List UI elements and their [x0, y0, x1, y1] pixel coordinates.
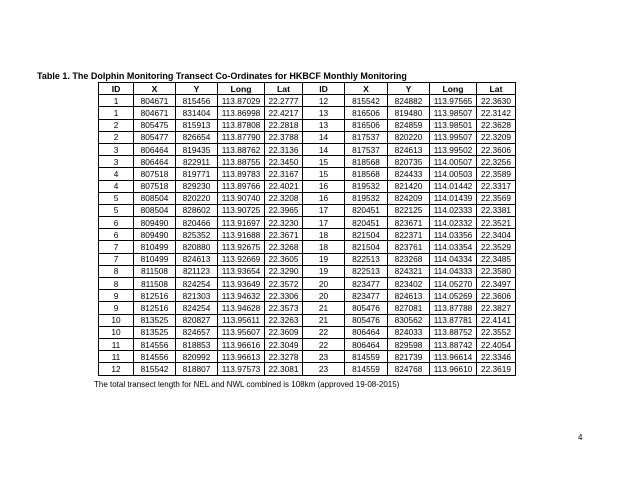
cell-x-right: 823477	[345, 290, 388, 302]
cell-x-right: 819532	[345, 180, 388, 192]
cell-lat-right: 22.3404	[477, 229, 516, 241]
cell-id: 9	[99, 290, 134, 302]
cell-lat-right: 22.3256	[477, 156, 516, 168]
cell-y-right: 824768	[388, 363, 430, 375]
cell-y-right: 830562	[388, 314, 430, 326]
cell-id-right: 15	[303, 156, 345, 168]
cell-lat: 22.3167	[265, 168, 303, 180]
cell-y: 821123	[176, 265, 218, 277]
cell-lat: 22.3278	[265, 351, 303, 363]
cell-lat-right: 22.3209	[477, 131, 516, 143]
cell-lat-right: 22.3317	[477, 180, 516, 192]
cell-lat-right: 22.3630	[477, 95, 516, 107]
cell-x: 812516	[134, 290, 176, 302]
cell-long: 113.86998	[218, 107, 265, 119]
cell-long: 113.88762	[218, 143, 265, 155]
cell-y: 820880	[176, 241, 218, 253]
cell-y-right: 823402	[388, 278, 430, 290]
cell-y-right: 824859	[388, 119, 430, 131]
cell-id-right: 13	[303, 107, 345, 119]
table-row	[99, 131, 516, 143]
cell-lat: 22.4217	[265, 107, 303, 119]
column-header-y-right: Y	[388, 83, 430, 95]
cell-id-right: 21	[303, 314, 345, 326]
table-row	[99, 217, 516, 229]
cell-y: 824613	[176, 253, 218, 265]
cell-x-right: 816506	[345, 107, 388, 119]
cell-id-right: 17	[303, 217, 345, 229]
cell-y: 821303	[176, 290, 218, 302]
cell-long: 113.87029	[218, 95, 265, 107]
cell-id: 4	[99, 180, 134, 192]
cell-long-right: 113.96614	[430, 351, 477, 363]
cell-long: 113.90725	[218, 204, 265, 216]
cell-y-right: 829598	[388, 338, 430, 350]
cell-long: 113.95611	[218, 314, 265, 326]
cell-x-right: 805476	[345, 314, 388, 326]
cell-id: 1	[99, 107, 134, 119]
cell-id: 8	[99, 265, 134, 277]
cell-x-right: 818568	[345, 168, 388, 180]
cell-y: 826654	[176, 131, 218, 143]
cell-id-right: 20	[303, 278, 345, 290]
cell-x: 806464	[134, 156, 176, 168]
table-row	[99, 168, 516, 180]
cell-y: 829230	[176, 180, 218, 192]
cell-lat-right: 22.3619	[477, 363, 516, 375]
cell-y-right: 822371	[388, 229, 430, 241]
table-row	[99, 265, 516, 277]
cell-lat: 22.3268	[265, 241, 303, 253]
table-row	[99, 338, 516, 350]
cell-x-right: 823477	[345, 278, 388, 290]
cell-lat: 22.3788	[265, 131, 303, 143]
cell-long: 113.90740	[218, 192, 265, 204]
cell-y: 824254	[176, 278, 218, 290]
table-row	[99, 143, 516, 155]
cell-x-right: 821504	[345, 241, 388, 253]
cell-y-right: 823761	[388, 241, 430, 253]
cell-y: 824657	[176, 326, 218, 338]
cell-id-right: 22	[303, 338, 345, 350]
cell-y-right: 822125	[388, 204, 430, 216]
table-row	[99, 95, 516, 107]
cell-id: 8	[99, 278, 134, 290]
cell-id: 3	[99, 143, 134, 155]
cell-y-right: 820220	[388, 131, 430, 143]
cell-x-right: 816506	[345, 119, 388, 131]
cell-x: 807518	[134, 180, 176, 192]
cell-id-right: 16	[303, 192, 345, 204]
table-row	[99, 204, 516, 216]
cell-y: 820466	[176, 217, 218, 229]
cell-y-right: 821739	[388, 351, 430, 363]
cell-id-right: 23	[303, 363, 345, 375]
cell-id-right: 16	[303, 180, 345, 192]
table-row	[99, 326, 516, 338]
cell-x-right: 822513	[345, 265, 388, 277]
cell-x-right: 819532	[345, 192, 388, 204]
cell-y: 815913	[176, 119, 218, 131]
table-row	[99, 290, 516, 302]
table-row	[99, 119, 516, 131]
cell-x: 813525	[134, 314, 176, 326]
cell-y-right: 824613	[388, 143, 430, 155]
cell-x-right: 805476	[345, 302, 388, 314]
table-row	[99, 314, 516, 326]
cell-id-right: 15	[303, 168, 345, 180]
cell-lat: 22.3306	[265, 290, 303, 302]
cell-id-right: 14	[303, 131, 345, 143]
cell-long-right: 114.05270	[430, 278, 477, 290]
cell-x-right: 820451	[345, 204, 388, 216]
cell-id-right: 12	[303, 95, 345, 107]
cell-x: 807518	[134, 168, 176, 180]
cell-id: 1	[99, 95, 134, 107]
cell-lat-right: 22.3521	[477, 217, 516, 229]
cell-lat-right: 22.3827	[477, 302, 516, 314]
column-header-x: X	[134, 83, 176, 95]
cell-long-right: 114.03354	[430, 241, 477, 253]
cell-id: 2	[99, 119, 134, 131]
cell-long-right: 114.00507	[430, 156, 477, 168]
cell-long: 113.94632	[218, 290, 265, 302]
cell-x: 813525	[134, 326, 176, 338]
cell-y: 831404	[176, 107, 218, 119]
cell-id-right: 18	[303, 229, 345, 241]
cell-long-right: 113.88742	[430, 338, 477, 350]
cell-id: 10	[99, 326, 134, 338]
cell-id: 5	[99, 204, 134, 216]
cell-long: 113.89783	[218, 168, 265, 180]
column-header-id: ID	[99, 83, 134, 95]
cell-id: 9	[99, 302, 134, 314]
cell-y: 818853	[176, 338, 218, 350]
cell-long-right: 114.02333	[430, 204, 477, 216]
cell-lat: 22.3208	[265, 192, 303, 204]
cell-y-right: 823268	[388, 253, 430, 265]
cell-long-right: 113.97565	[430, 95, 477, 107]
cell-x: 811508	[134, 265, 176, 277]
cell-lat-right: 22.3529	[477, 241, 516, 253]
cell-long: 113.88755	[218, 156, 265, 168]
table-row	[99, 156, 516, 168]
cell-long-right: 114.02332	[430, 217, 477, 229]
cell-long: 113.91688	[218, 229, 265, 241]
cell-lat-right: 22.3589	[477, 168, 516, 180]
cell-x: 808504	[134, 192, 176, 204]
cell-id-right: 18	[303, 241, 345, 253]
cell-id: 4	[99, 168, 134, 180]
cell-long: 113.89766	[218, 180, 265, 192]
cell-lat-right: 22.3606	[477, 290, 516, 302]
cell-long-right: 114.04334	[430, 253, 477, 265]
column-header-long-right: Long	[430, 83, 477, 95]
cell-lat: 22.3572	[265, 278, 303, 290]
cell-y-right: 820735	[388, 156, 430, 168]
cell-y-right: 824433	[388, 168, 430, 180]
cell-lat: 22.3081	[265, 363, 303, 375]
table-row	[99, 229, 516, 241]
cell-y-right: 824209	[388, 192, 430, 204]
cell-x: 809490	[134, 229, 176, 241]
cell-lat: 22.3450	[265, 156, 303, 168]
cell-x: 806464	[134, 143, 176, 155]
cell-long-right: 113.98501	[430, 119, 477, 131]
column-header-y: Y	[176, 83, 218, 95]
cell-id: 6	[99, 217, 134, 229]
table-row	[99, 192, 516, 204]
cell-long-right: 113.99502	[430, 143, 477, 155]
table-row	[99, 253, 516, 265]
cell-lat: 22.3263	[265, 314, 303, 326]
cell-lat-right: 22.3142	[477, 107, 516, 119]
table-row	[99, 363, 516, 375]
cell-x-right: 817537	[345, 131, 388, 143]
cell-lat: 22.2777	[265, 95, 303, 107]
cell-id: 6	[99, 229, 134, 241]
cell-y-right: 824613	[388, 290, 430, 302]
table-row	[99, 241, 516, 253]
cell-y-right: 827081	[388, 302, 430, 314]
cell-long: 113.92669	[218, 253, 265, 265]
cell-y: 815456	[176, 95, 218, 107]
cell-lat-right: 22.3628	[477, 119, 516, 131]
cell-id: 3	[99, 156, 134, 168]
cell-lat: 22.3671	[265, 229, 303, 241]
cell-long-right: 113.87788	[430, 302, 477, 314]
cell-lat-right: 22.3381	[477, 204, 516, 216]
cell-lat-right: 22.3552	[477, 326, 516, 338]
cell-y: 822911	[176, 156, 218, 168]
column-header-long: Long	[218, 83, 265, 95]
cell-y-right: 823671	[388, 217, 430, 229]
cell-x-right: 821504	[345, 229, 388, 241]
cell-x: 810499	[134, 241, 176, 253]
cell-id-right: 19	[303, 253, 345, 265]
cell-x-right: 820451	[345, 217, 388, 229]
cell-id-right: 23	[303, 351, 345, 363]
cell-x: 812516	[134, 302, 176, 314]
cell-y-right: 819480	[388, 107, 430, 119]
cell-long: 113.93649	[218, 278, 265, 290]
cell-y: 820220	[176, 192, 218, 204]
cell-id: 2	[99, 131, 134, 143]
cell-x-right: 822513	[345, 253, 388, 265]
cell-y: 828602	[176, 204, 218, 216]
cell-x: 804671	[134, 107, 176, 119]
table-row	[99, 351, 516, 363]
cell-y: 820827	[176, 314, 218, 326]
cell-lat-right: 22.3606	[477, 143, 516, 155]
cell-long: 113.97573	[218, 363, 265, 375]
cell-x-right: 806464	[345, 326, 388, 338]
cell-id: 12	[99, 363, 134, 375]
cell-y-right: 824882	[388, 95, 430, 107]
coordinates-table	[98, 82, 516, 376]
table-row	[99, 278, 516, 290]
table-row	[99, 107, 516, 119]
cell-y: 825352	[176, 229, 218, 241]
cell-long: 113.95607	[218, 326, 265, 338]
cell-long: 113.94628	[218, 302, 265, 314]
cell-x: 809490	[134, 217, 176, 229]
cell-lat: 22.3049	[265, 338, 303, 350]
cell-long-right: 113.88752	[430, 326, 477, 338]
cell-lat-right: 22.3346	[477, 351, 516, 363]
cell-long-right: 114.04333	[430, 265, 477, 277]
cell-id: 7	[99, 253, 134, 265]
cell-lat-right: 22.3580	[477, 265, 516, 277]
cell-lat: 22.3290	[265, 265, 303, 277]
cell-lat: 22.3609	[265, 326, 303, 338]
cell-long-right: 114.00503	[430, 168, 477, 180]
cell-x: 814556	[134, 351, 176, 363]
cell-x: 804671	[134, 95, 176, 107]
cell-x-right: 817537	[345, 143, 388, 155]
column-header-x-right: X	[345, 83, 388, 95]
cell-lat-right: 22.4054	[477, 338, 516, 350]
cell-x-right: 814559	[345, 363, 388, 375]
cell-lat: 22.2818	[265, 119, 303, 131]
cell-x: 810499	[134, 253, 176, 265]
cell-long-right: 114.05269	[430, 290, 477, 302]
cell-y-right: 824321	[388, 265, 430, 277]
cell-id-right: 14	[303, 143, 345, 155]
cell-long: 113.92675	[218, 241, 265, 253]
cell-lat: 22.3605	[265, 253, 303, 265]
cell-id-right: 19	[303, 265, 345, 277]
cell-lat-right: 22.4141	[477, 314, 516, 326]
cell-id: 11	[99, 338, 134, 350]
cell-y: 819435	[176, 143, 218, 155]
cell-y: 824254	[176, 302, 218, 314]
table-body	[99, 95, 516, 375]
cell-id: 5	[99, 192, 134, 204]
cell-id-right: 22	[303, 326, 345, 338]
cell-x: 811508	[134, 278, 176, 290]
cell-id-right: 13	[303, 119, 345, 131]
cell-x-right: 814559	[345, 351, 388, 363]
cell-long-right: 114.01442	[430, 180, 477, 192]
cell-lat: 22.3136	[265, 143, 303, 155]
cell-id-right: 21	[303, 302, 345, 314]
cell-long-right: 113.87781	[430, 314, 477, 326]
page-number: 4	[578, 433, 583, 442]
cell-long-right: 114.01439	[430, 192, 477, 204]
cell-y: 818807	[176, 363, 218, 375]
cell-x-right: 818568	[345, 156, 388, 168]
cell-long-right: 113.99507	[430, 131, 477, 143]
cell-lat: 22.3230	[265, 217, 303, 229]
cell-x-right: 815542	[345, 95, 388, 107]
cell-long: 113.96616	[218, 338, 265, 350]
cell-id: 11	[99, 351, 134, 363]
cell-y: 819771	[176, 168, 218, 180]
cell-lat: 22.3573	[265, 302, 303, 314]
column-header-lat: Lat	[265, 83, 303, 95]
cell-lat-right: 22.3485	[477, 253, 516, 265]
table-row	[99, 180, 516, 192]
cell-long: 113.87808	[218, 119, 265, 131]
table-caption: Table 1. The Dolphin Monitoring Transect Co-Ordinates for HKBCF Monthly Monitoring	[37, 71, 407, 81]
cell-x: 815542	[134, 363, 176, 375]
cell-lat: 22.4021	[265, 180, 303, 192]
cell-x: 808504	[134, 204, 176, 216]
column-header-lat-right: Lat	[477, 83, 516, 95]
cell-id: 10	[99, 314, 134, 326]
cell-long-right: 114.03356	[430, 229, 477, 241]
cell-lat-right: 22.3569	[477, 192, 516, 204]
column-header-id-right: ID	[303, 83, 345, 95]
cell-lat: 22.3965	[265, 204, 303, 216]
cell-long-right: 113.96610	[430, 363, 477, 375]
cell-y: 820992	[176, 351, 218, 363]
cell-lat-right: 22.3497	[477, 278, 516, 290]
cell-long: 113.87790	[218, 131, 265, 143]
transect-length-note: The total transect length for NEL and NWL combined is 108km (approved 19-08-2015)	[94, 380, 400, 389]
table-header-row	[99, 83, 516, 95]
cell-y-right: 824033	[388, 326, 430, 338]
cell-x-right: 806464	[345, 338, 388, 350]
cell-x: 805477	[134, 131, 176, 143]
cell-id: 7	[99, 241, 134, 253]
cell-id-right: 20	[303, 290, 345, 302]
cell-long: 113.96613	[218, 351, 265, 363]
cell-long-right: 113.98507	[430, 107, 477, 119]
cell-long: 113.93654	[218, 265, 265, 277]
cell-x: 814556	[134, 338, 176, 350]
cell-x: 805475	[134, 119, 176, 131]
table-row	[99, 302, 516, 314]
cell-id-right: 17	[303, 204, 345, 216]
cell-long: 113.91697	[218, 217, 265, 229]
cell-y-right: 821420	[388, 180, 430, 192]
